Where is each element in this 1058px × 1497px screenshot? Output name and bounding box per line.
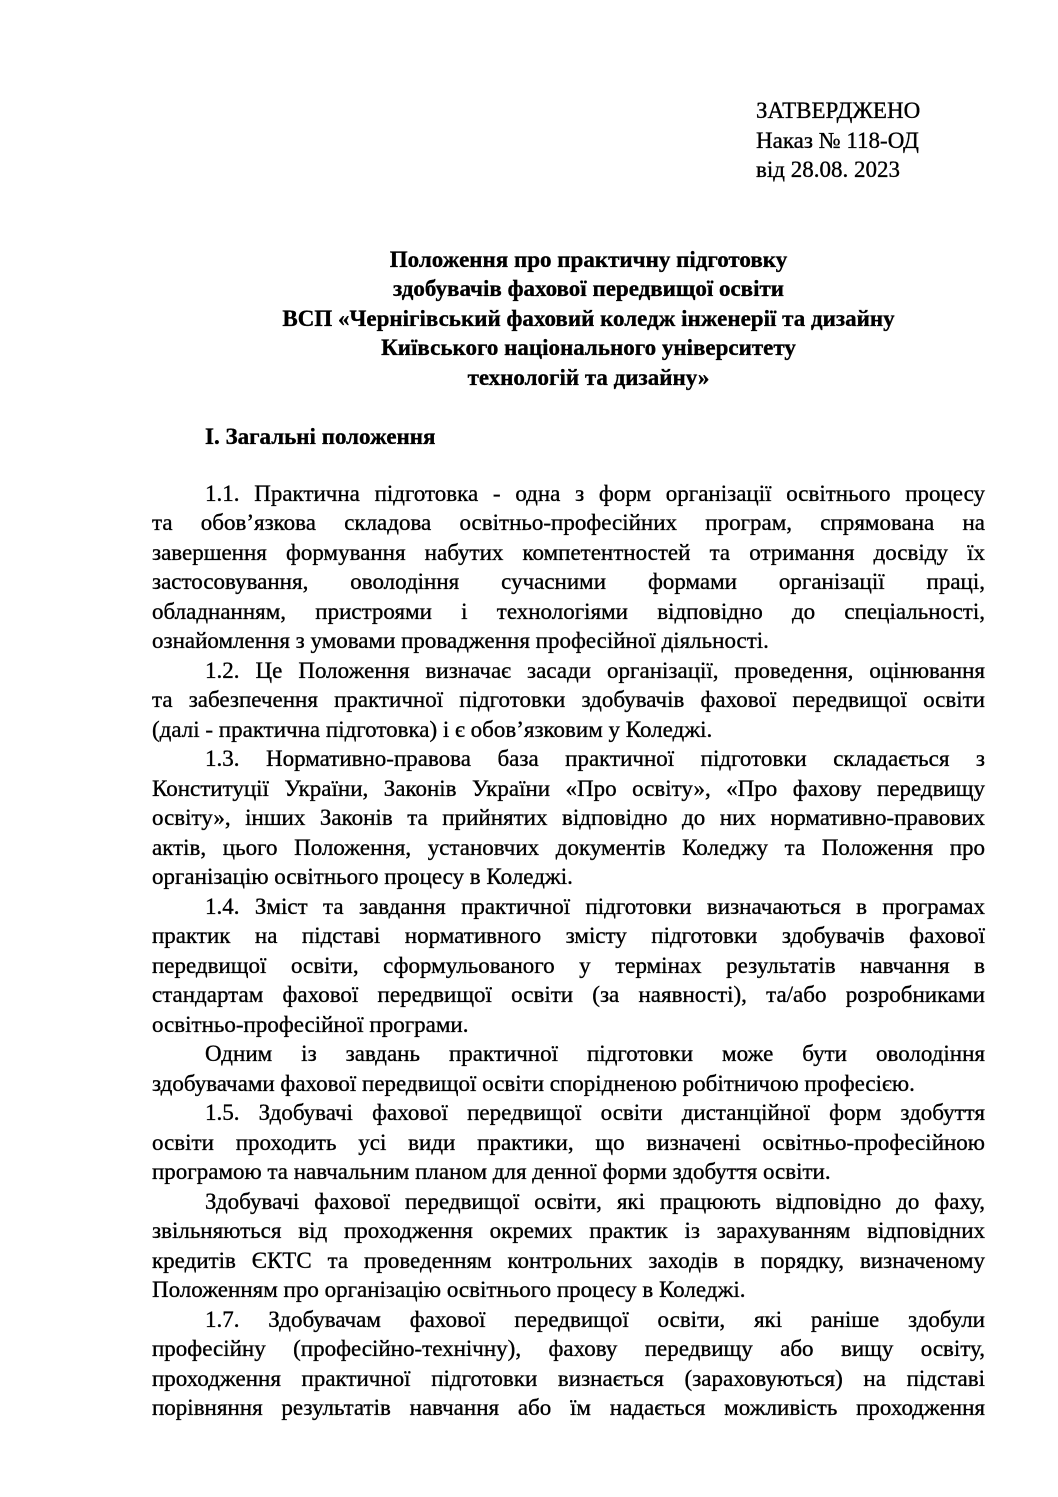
approval-line: Наказ № 118-ОД xyxy=(756,127,919,153)
paragraph xyxy=(152,892,985,1040)
text-line: актів, цього Положення, установчих документів Коледжу та Положення про xyxy=(152,834,985,860)
text-line: ознайомлення з умовами провадження професійної діяльності. xyxy=(152,628,769,653)
text-line: завершення формування набутих компетентностей та отримання досвіду їх xyxy=(152,539,985,565)
text-line: Положенням про організацію освітнього процесу в Коледжі. xyxy=(152,1277,746,1302)
text-line: 1.5. Здобувачі фахової передвищої освіти дистанційної форм здобуття xyxy=(205,1100,985,1125)
text-line: 1.7. Здобувачам фахової передвищої освіти, які раніше здобули xyxy=(205,1306,985,1332)
text-line: організацію освітнього процесу в Коледжі. xyxy=(152,864,573,889)
text-line: Конституції України, Законів України «Про освіту», «Про фахову передвищу xyxy=(152,775,985,801)
paragraph xyxy=(152,1305,985,1423)
paragraph xyxy=(152,656,985,745)
text-line: та забезпечення практичної підготовки здобувачів фахової передвищої освіти xyxy=(152,687,985,712)
text-line: 1.3. Нормативно-правова база практичної підготовки складається з xyxy=(205,746,985,771)
text-line: звільняються від проходження окремих практик із зарахуванням відповідних xyxy=(152,1218,985,1243)
document-body xyxy=(152,479,985,1423)
text-line: Одним із завдань практичної підготовки може бути оволодіння xyxy=(205,1041,985,1066)
text-line: 1.2. Це Положення визначає засади організації, проведення, оцінювання xyxy=(205,657,985,683)
paragraph xyxy=(152,1039,985,1098)
text-line: освіту», інших Законів та прийнятих відповідно до них нормативно-правових xyxy=(152,805,985,830)
title-line: Положення про практичну підготовку xyxy=(389,246,788,272)
paragraph xyxy=(152,744,985,892)
text-line: порівняння результатів навчання або їм надається можливість проходження xyxy=(152,1395,985,1420)
title-line: здобувачів фахової передвищої освіти xyxy=(392,276,785,301)
text-line: стандартам фахової передвищої освіти (за наявності), та/або розробниками xyxy=(152,982,985,1007)
text-line: професійну (професійно-технічну), фахову передвищу або вищу освіту, xyxy=(152,1336,985,1361)
approval-line: ЗАТВЕРДЖЕНО xyxy=(756,98,921,123)
text-line: кредитів ЄКТС та проведенням контрольних заходів в порядку, визначеному xyxy=(152,1247,985,1273)
approval-stamp xyxy=(756,96,985,185)
text-line: застосовування, оволодіння сучасними формами організації праці, xyxy=(152,569,985,594)
text-line: практик на підставі нормативного змісту підготовки здобувачів фахової xyxy=(152,923,985,948)
approval-line: від 28.08. 2023 xyxy=(756,157,900,182)
title-line: Київського національного університету xyxy=(381,335,796,360)
text-line: 1.4. Зміст та завдання практичної підготовки визначаються в програмах xyxy=(205,893,985,919)
document-title xyxy=(152,245,985,393)
text-line: освітньо-професійної програми. xyxy=(152,1011,469,1037)
text-line: передвищої освіти, сформульованого у термінах результатів навчання в xyxy=(152,952,985,978)
paragraph xyxy=(152,1187,985,1305)
text-line: здобувачами фахової передвищої освіти спорідненою робітничою професією. xyxy=(152,1070,915,1096)
title-line: ВСП «Чернігівський фаховий коледж інженерії та дизайну xyxy=(282,305,895,331)
text-line: програмою та навчальним планом для денної форми здобуття освіти. xyxy=(152,1159,831,1184)
section-heading: І. Загальні положення xyxy=(205,424,436,449)
text-line: обладнанням, пристроями і технологіями відповідно до спеціальності, xyxy=(152,598,985,624)
paragraph xyxy=(152,479,985,656)
title-line: технологій та дизайну» xyxy=(467,364,710,390)
text-line: освіти проходить усі види практики, що визначені освітньо-професійною xyxy=(152,1129,985,1155)
text-line: та обов’язкова складова освітньо-професійних програм, спрямована на xyxy=(152,510,985,535)
paragraph xyxy=(152,1098,985,1187)
text-line: Здобувачі фахової передвищої освіти, які працюють відповідно до фаху, xyxy=(205,1188,985,1214)
text-line: (далі - практична підготовка) і є обов’язковим у Коледжі. xyxy=(152,716,713,742)
document-content xyxy=(152,0,985,1423)
text-line: проходження практичної підготовки визнається (зараховуються) на підставі xyxy=(152,1365,985,1391)
text-line: 1.1. Практична підготовка - одна з форм організації освітнього процесу xyxy=(205,480,985,506)
